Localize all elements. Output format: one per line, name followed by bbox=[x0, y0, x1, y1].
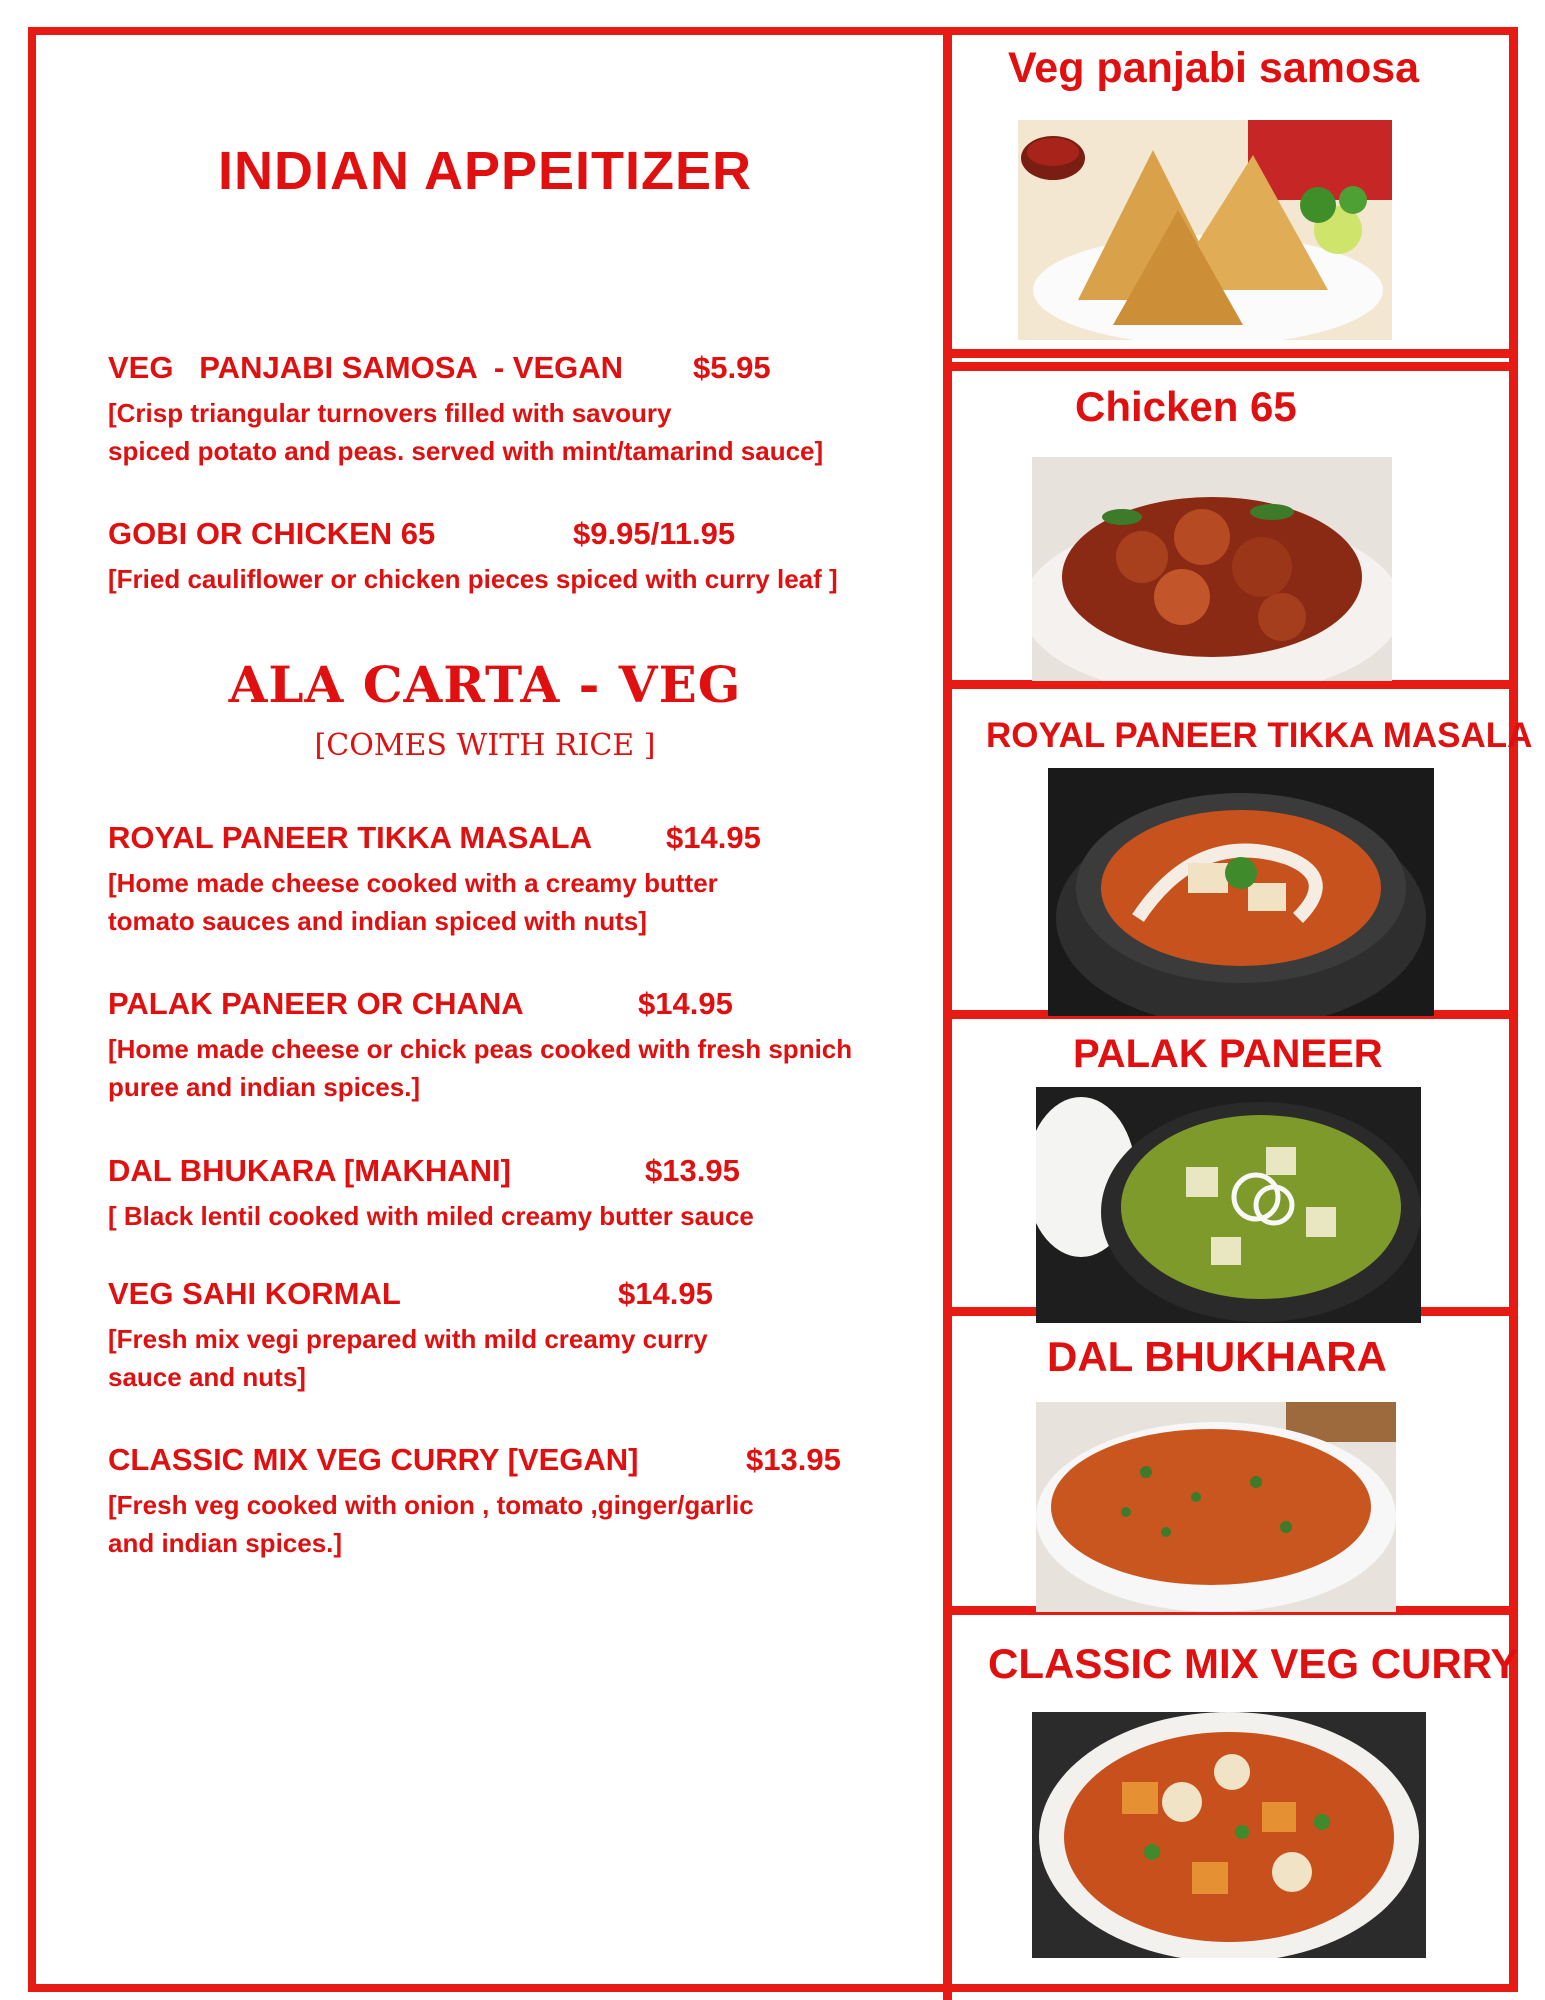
menu-item-price: $5.95 bbox=[693, 350, 771, 385]
menu-item-price: $13.95 bbox=[746, 1442, 841, 1477]
samosa-photo bbox=[1018, 120, 1392, 340]
dal-bhukhara-photo bbox=[1036, 1402, 1396, 1612]
menu-item-price: $9.95/11.95 bbox=[573, 516, 736, 551]
section-title: ALA CARTA - VEG bbox=[228, 655, 742, 714]
menu-item-name: CLASSIC MIX VEG CURRY [VEGAN] bbox=[108, 1442, 639, 1477]
sidebar-label-mix-veg-curry: CLASSIC MIX VEG CURRY bbox=[988, 1640, 1519, 1687]
menu-item-name: DAL BHUKARA [MAKHANI] bbox=[108, 1153, 511, 1188]
chicken-65-photo bbox=[1032, 457, 1392, 681]
menu-item-description: [Fried cauliflower or chicken pieces spiced with curry leaf ] bbox=[108, 564, 838, 594]
sidebar-label-palak-paneer: PALAK PANEER bbox=[1073, 1032, 1383, 1076]
menu-item-name: ROYAL PANEER TIKKA MASALA bbox=[108, 820, 592, 855]
menu-item-price: $14.95 bbox=[638, 986, 733, 1021]
menu-item-name: VEG PANJABI SAMOSA - VEGAN bbox=[108, 350, 624, 385]
menu-item-palak-paneer bbox=[108, 986, 908, 1106]
menu-item-price: $14.95 bbox=[618, 1276, 713, 1311]
mix-veg-curry-photo bbox=[1032, 1712, 1426, 1958]
sidebar-label-paneer-tikka: ROYAL PANEER TIKKA MASALA bbox=[986, 716, 1533, 755]
menu-item-description: [Home made cheese cooked with a creamy butter tomato sauces and indian spiced with nuts] bbox=[108, 868, 718, 936]
menu-item-description: [Fresh veg cooked with onion , tomato ,ginger/garlic and indian spices.] bbox=[108, 1490, 754, 1558]
menu-item-name: GOBI OR CHICKEN 65 bbox=[108, 516, 436, 551]
paneer-tikka-masala-photo bbox=[1048, 768, 1434, 1016]
sidebar-divider-2 bbox=[943, 362, 1518, 371]
menu-item-price: $13.95 bbox=[645, 1153, 740, 1188]
menu-item-name: PALAK PANEER OR CHANA bbox=[108, 986, 524, 1021]
sidebar-label-chicken-65: Chicken 65 bbox=[1075, 383, 1297, 430]
menu-item-description: [Home made cheese or chick peas cooked with fresh spnich puree and indian spices.] bbox=[108, 1034, 853, 1102]
menu-item-paneer-tikka bbox=[108, 820, 908, 940]
menu-item-veg-sahi-kormal bbox=[108, 1276, 908, 1396]
menu-item-description: [Fresh mix vegi prepared with mild creamy curry sauce and nuts] bbox=[108, 1324, 708, 1392]
menu-item-gobi-chicken-65 bbox=[108, 516, 908, 598]
section-subtitle: [COMES WITH RICE ] bbox=[314, 728, 656, 763]
menu-item-price: $14.95 bbox=[666, 820, 761, 855]
menu-item-samosa bbox=[108, 350, 908, 470]
palak-paneer-photo bbox=[1036, 1087, 1421, 1323]
sidebar-label-dal-bhukhara: DAL BHUKHARA bbox=[1047, 1333, 1387, 1380]
sidebar-divider-1 bbox=[943, 349, 1518, 358]
appetizer-title: INDIAN APPEITIZER bbox=[217, 141, 753, 201]
menu-item-mix-veg-curry bbox=[108, 1442, 908, 1562]
sidebar-label-samosa: Veg panjabi samosa bbox=[1008, 44, 1420, 92]
sidebar-divider-3 bbox=[943, 680, 1518, 689]
menu-item-description: [Crisp triangular turnovers filled with savoury spiced potato and peas. served with mint/tamarind sauce] bbox=[108, 398, 824, 466]
menu-item-dal-bhukara bbox=[108, 1153, 908, 1235]
menu-item-name: VEG SAHI KORMAL bbox=[108, 1276, 401, 1311]
menu-item-description: [ Black lentil cooked with miled creamy butter sauce bbox=[108, 1201, 754, 1231]
